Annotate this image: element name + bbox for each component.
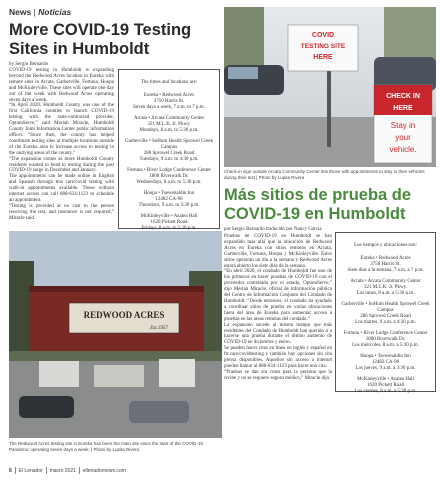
article-body-en: COVID-19 testing in Humboldt is expanding beyond the Redwood Acres location in Eureka with remote sites in Arcata, Garberville, Fortuna, Hoopa and McKinleyville. These sites will operate one day out of the week with Redwood Acres operating seven days a week. “In April 2020, Humboldt County was one of the first California counties to launch COVID-19 testing with the state-contracted provider, OptumServe,” said Meriah Miracle, Humboldt County Joint Information Center public information officer. “Since then, the county has helped coordinate testing sites at multiple locations outside of the Eureka area to increase access to testing in the outlying areas of the county.” “The expansion comes as more Humboldt County residents wanted to head to testing during the past COVID-19 surge in December and January. The appointments can be made online in English and Spanish through this care/covid testing with walk-in appointments available. Those without internet access can call 888-634-1123 to schedule an appointment. “Testing is provided at no cost to the person receiving the test, and insurance is not required,” Miracle said. (9, 68, 114, 221)
caption-redwood-acres: The Redwood Acres testing site in Eureka has been the main site since the start of the COVID-19 Pandemic operating seven days a week. | Photo by Lupita Rivera (9, 441, 203, 452)
section-label-en: News (9, 7, 32, 17)
publication-name: El Lenador (18, 467, 43, 474)
section-label-es: Noticias (38, 7, 72, 17)
page-number: 8 (9, 467, 12, 474)
sign-text-here-2: HERE (393, 105, 413, 112)
locations-box-en (118, 69, 220, 229)
photo-testing-sign (224, 7, 436, 167)
sign-text-testing-site: TESTING SITE (300, 43, 346, 50)
location-entry: Eureka • Redwood Acres 3750 Harris St. Seven days a week, 7 a.m. to 7 p.m. (133, 93, 205, 110)
caption-testing-sign: Check-in sign outside Arcata Community Center lets those with appointments to stay in their vehicles during their test | Photo by Lupita Rivera (224, 169, 425, 180)
byline-es: por Sergio Bernardo traducido por Nancy Garcia (224, 227, 322, 232)
sign-text-covid: COVID (311, 32, 335, 39)
redwood-acres-illustration (9, 231, 222, 438)
sign-text-stay-in: Stay in (390, 121, 416, 130)
location-entry: McKinleyville • Azalea Hall 1620 Pickett Road Fridays, 8 a.m. to 5:30 p.m. (140, 214, 198, 231)
section-label: News | Noticias (9, 7, 72, 17)
footer-divider (15, 467, 16, 474)
byline-en: by Sergio Bernardo (9, 62, 49, 67)
photo-redwood-acres (9, 231, 222, 438)
footer-divider (46, 467, 47, 474)
location-entry: Arcata • Arcata Community Center 321 M.L.K. Jr. Pkwy. Los lunes, 8 a.m. a 5:30 p.m. (350, 279, 421, 296)
location-entry: McKinleyville • Azalea Hall 1620 Pickett Road Los viernes, 8 a.m. a 5:30 p.m. (354, 377, 417, 394)
location-entry: Fortuna • River Lodge Conference Center 1800 Riverwalk Dr. Wednesdays, 8 a.m. to 5:30 p.m. (127, 168, 211, 185)
page-footer (9, 467, 126, 474)
locations-box-title-es: Los tiempos y ubicaciones son: (354, 243, 417, 248)
building-sign-name: REDWOOD ACRES (83, 310, 165, 320)
location-entry: Hoopa • Tsewenaldin Inn 12482 CA-96 Los jueves, 9 a.m. a 3:30 p.m. (355, 354, 416, 371)
location-entry: Hoopa • Tsewenaldin Inn 12482 CA-96 Thursdays, 9 a.m. to 3:30 p.m. (138, 191, 200, 208)
testing-sign-illustration (224, 7, 436, 167)
location-entry: Fortuna • River Lodge Conference Center 1800 Riverwalk Dr. Los miércoles, 8 a.m. a 5:30 p.m. (343, 331, 428, 348)
sign-text-here: HERE (313, 54, 333, 61)
sign-text-vehicle: vehicle. (389, 145, 417, 154)
sign-text-check-in: CHECK IN (386, 93, 420, 100)
building-sign-est: Est.1957 (150, 326, 168, 331)
issue-date: marzo 2021 (49, 467, 76, 474)
location-entry: Arcata • Arcata Community Center 321 M L.K. Jr. Pkwy. Mondays, 8 a.m. to 5:30 p.m. (133, 116, 205, 133)
locations-box-es (335, 232, 436, 392)
website: ellenadornews.com (82, 467, 126, 474)
location-entry: Garberville • SoHum Health Sprowel Creek Campus 286 Sprowel Creek Road Los martes, 9 a.m. a 4:30 p.m. (341, 302, 430, 325)
location-entry: Eureka • Redwood Acres 3750 Harris St. Siete días a la semana, 7 a.m. a 7 p.m. (347, 256, 424, 273)
footer-divider (79, 467, 80, 474)
locations-box-title-en: The times and locations are: (140, 80, 198, 85)
headline-en: More COVID-19 Testing Sites in Humboldt (9, 21, 192, 58)
article-body-es: Pruebas de COVID-19 en Humboldt se han expandido más allá que la ubicación de Redwood Acres en Eureka con sitios remotos en Arcata, Garberville, Fortuna, Hoopa y McKinleyville. Estos sitios operarán un día a la semana y Redwood Acres estará abierto los siete días de la semana. “En abril 2020, el condado de Humboldt fue uno de los primeros en hacer pruebas de COVID-19 con el proveedor contratado por el estado, OptumServe,” dijo Meriah Miracle, oficial de información pública del Centro de Información Conjunto del Condado de Humboldt. “Desde entonces, el condado ha ayudado a coordinar sitios de prueba en varias ubicaciones fuera del área de Eureka para aumentar acceso a pruebas en las áreas remotas del condado.” La expansión sucede al mismo tiempo que más residentes del Condado de Humboldt han querido ir a hacerse una prueba durante el último aumento de COVID-19 en diciembre y enero. Se pueden hacer citas en línea en inglés y español en ftr.care/covidtesting y también hay opciones sin cita previa disponibles. Aquellos sin acceso a internet pueden llamar al 888-634-1123 para hacer una cita. “Pruebas se dan sin costo para la persona que la recibe y no se requiere seguro médico,” Miracle dijo. (224, 234, 332, 381)
location-entry: Garberville • SoHum Health Sprowel Creek Campus 286 Sprowel Creek Road Tuesdays, 9 a.m. to 4:30 p.m. (125, 139, 213, 162)
headline-es: Más sitios de prueba de COVID-19 en Humboldt (224, 186, 412, 223)
sign-text-your: your (395, 133, 411, 142)
